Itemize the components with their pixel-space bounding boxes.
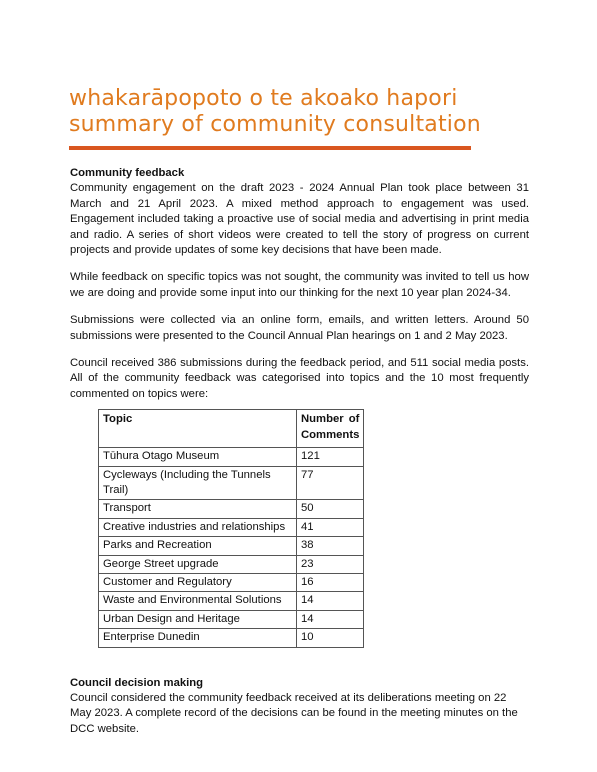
comments-header-line-1: Number of [301, 413, 360, 426]
table-row [99, 500, 364, 518]
topic-cell: Waste and Environmental Solutions [99, 592, 297, 610]
table-row [99, 573, 364, 591]
council-decision-heading: Council decision making [70, 676, 204, 689]
topic-cell: George Street upgrade [99, 555, 297, 573]
count-cell: 50 [297, 500, 364, 518]
topic-cell: Parks and Recreation [99, 537, 297, 555]
count-cell: 121 [297, 448, 364, 466]
topic-column-header: Topic [99, 410, 297, 448]
table-row [99, 537, 364, 555]
count-cell: 14 [297, 610, 364, 628]
table-row [99, 592, 364, 610]
feedback-paragraph-3: Submissions were collected via an online form, emails, and written letters. Around 50 submissions were presented to the Council Annual Plan hearings on 1 and 2 May 2023. [70, 314, 529, 342]
count-cell: 77 [297, 466, 364, 500]
topic-cell: Tūhura Otago Museum [99, 448, 297, 466]
topic-cell: Customer and Regulatory [99, 573, 297, 591]
community-feedback-heading: Community feedback [70, 167, 185, 179]
title-maori: whakarāpopoto o te akoako hapori [69, 86, 458, 111]
feedback-paragraph-2: While feedback on specific topics was not sought, the community was invited to tell us how we are doing and provide some input into our thinking for the next 10 year plan 2024-34. [70, 271, 529, 299]
table-row [99, 448, 364, 466]
count-cell: 14 [297, 592, 364, 610]
count-cell: 16 [297, 573, 364, 591]
topic-cell: Creative industries and relationships [99, 518, 297, 536]
table-row [99, 466, 364, 500]
council-decision-section [70, 676, 529, 738]
title-english: summary of community consultation [69, 112, 481, 137]
count-cell: 10 [297, 629, 364, 647]
decision-paragraph: Council considered the community feedback received at its deliberations meeting on 22 May 2023. A complete record of the decisions can be found in the meeting minutes on the DCC website. [70, 691, 518, 735]
count-cell: 38 [297, 537, 364, 555]
table-row [99, 518, 364, 536]
table-row [99, 629, 364, 647]
feedback-paragraph-1: Community engagement on the draft 2023 - 2024 Annual Plan took place between 31 March and 21 April 2023. A mixed method approach to engagement was used. Engagement included taking a proactive use of social media and advertising in print media and radio. A series of short videos were created to tell the story of progress on current projects and provide updates of some key decisions that have been made. [70, 182, 529, 257]
topic-cell: Cycleways (Including the Tunnels Trail) [99, 466, 297, 500]
comments-column-header [297, 410, 364, 448]
document-body [70, 166, 529, 749]
comments-header-line-2: Comments [301, 428, 360, 441]
topic-cell: Urban Design and Heritage [99, 610, 297, 628]
topic-cell: Enterprise Dunedin [99, 629, 297, 647]
table-header-row [99, 410, 364, 448]
table-row [99, 610, 364, 628]
page-title [69, 86, 539, 138]
table-row [99, 555, 364, 573]
feedback-paragraph-4: Council received 386 submissions during the feedback period, and 511 social media posts. All of the community feedback was categorised into topics and the 10 most frequently commented on topics were: [70, 357, 529, 400]
title-divider [69, 146, 471, 150]
topic-cell: Transport [99, 500, 297, 518]
count-cell: 23 [297, 555, 364, 573]
count-cell: 41 [297, 518, 364, 536]
topics-table [98, 409, 364, 647]
